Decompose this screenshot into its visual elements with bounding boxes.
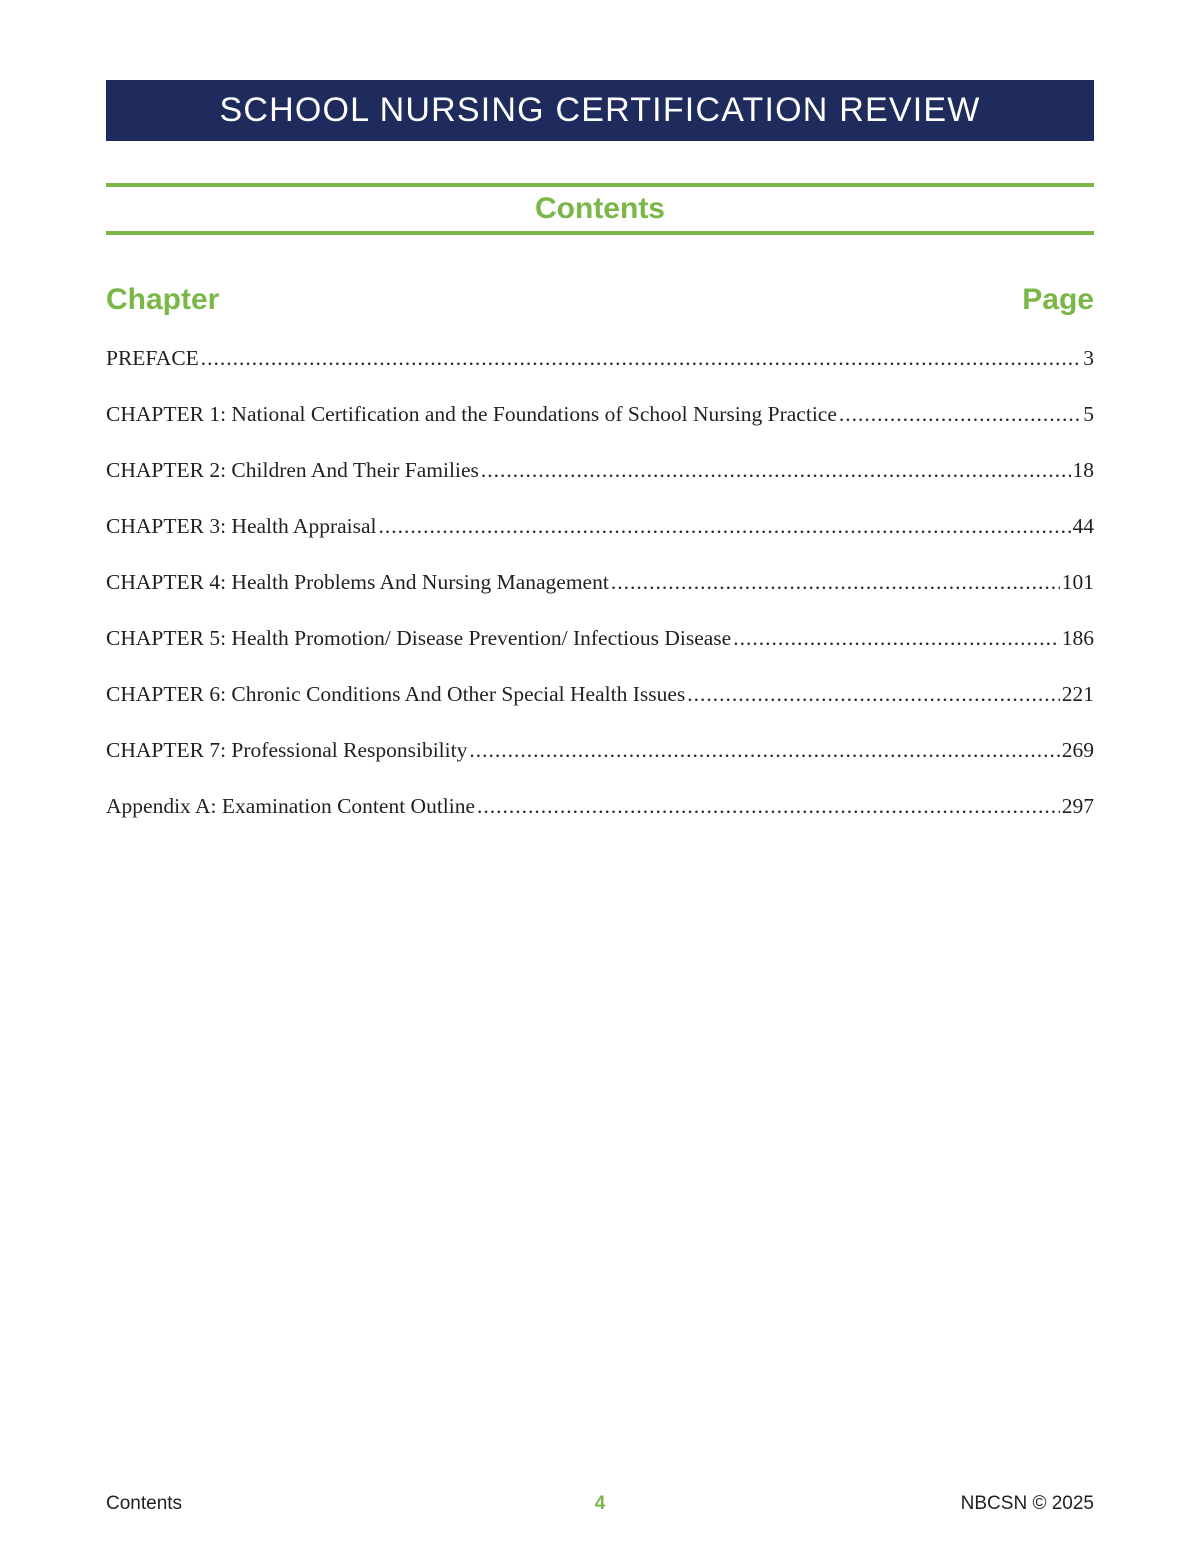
contents-heading: Contents — [535, 192, 665, 225]
toc-entry-page: 297 — [1061, 794, 1094, 818]
toc-entry-page: 44 — [1072, 514, 1094, 538]
toc-entry-title: CHAPTER 1: National Certification and the Foundations of School Nursing Practice — [106, 402, 837, 426]
toc-entry-title: CHAPTER 4: Health Problems And Nursing Management — [106, 570, 609, 594]
toc-entry-chapter-1[interactable] — [106, 397, 1094, 453]
dot-leader — [379, 509, 1071, 543]
toc-entry-title: PREFACE — [106, 346, 199, 370]
dot-leader — [481, 453, 1071, 487]
toc-entry-title: CHAPTER 7: Professional Responsibility — [106, 738, 468, 762]
toc-entry-chapter-7[interactable] — [106, 733, 1094, 789]
contents-bottom-rule — [106, 231, 1094, 235]
toc-entry-title: CHAPTER 5: Health Promotion/ Disease Prevention/ Infectious Disease — [106, 626, 732, 650]
table-of-contents — [106, 341, 1094, 845]
toc-entry-appendix-a[interactable] — [106, 789, 1094, 845]
footer-page-number: 4 — [594, 1493, 606, 1514]
footer-copyright: NBCSN © 2025 — [960, 1493, 1094, 1514]
chapter-column-header: Chapter — [106, 283, 220, 316]
toc-entry-page: 221 — [1061, 682, 1094, 706]
page-column-header: Page — [1022, 283, 1094, 316]
contents-top-rule — [106, 183, 1094, 187]
title-banner — [106, 80, 1094, 141]
dot-leader — [611, 565, 1060, 599]
toc-entry-title: CHAPTER 2: Children And Their Families — [106, 458, 479, 482]
dot-leader — [687, 677, 1059, 711]
toc-entry-chapter-2[interactable] — [106, 453, 1094, 509]
dot-leader — [839, 397, 1081, 431]
toc-entry-page: 18 — [1072, 458, 1094, 482]
toc-entry-page: 101 — [1061, 570, 1094, 594]
dot-leader — [469, 733, 1059, 767]
toc-entry-preface[interactable] — [106, 341, 1094, 397]
toc-entry-title: CHAPTER 6: Chronic Conditions And Other Special Health Issues — [106, 682, 686, 706]
dot-leader — [201, 341, 1081, 375]
footer-section-label: Contents — [106, 1493, 183, 1514]
toc-entry-chapter-5[interactable] — [106, 621, 1094, 677]
dot-leader — [477, 789, 1060, 823]
toc-entry-title: CHAPTER 3: Health Appraisal — [106, 514, 377, 538]
toc-entry-chapter-4[interactable] — [106, 565, 1094, 621]
toc-entry-title: Appendix A: Examination Content Outline — [106, 794, 476, 818]
toc-entry-page: 3 — [1083, 346, 1094, 370]
toc-entry-chapter-6[interactable] — [106, 677, 1094, 733]
toc-entry-page: 186 — [1061, 626, 1094, 650]
toc-entry-chapter-3[interactable] — [106, 509, 1094, 565]
dot-leader — [733, 621, 1060, 655]
toc-entry-page: 269 — [1061, 738, 1094, 762]
document-title: SCHOOL NURSING CERTIFICATION REVIEW — [219, 91, 981, 129]
toc-entry-page: 5 — [1083, 402, 1094, 426]
